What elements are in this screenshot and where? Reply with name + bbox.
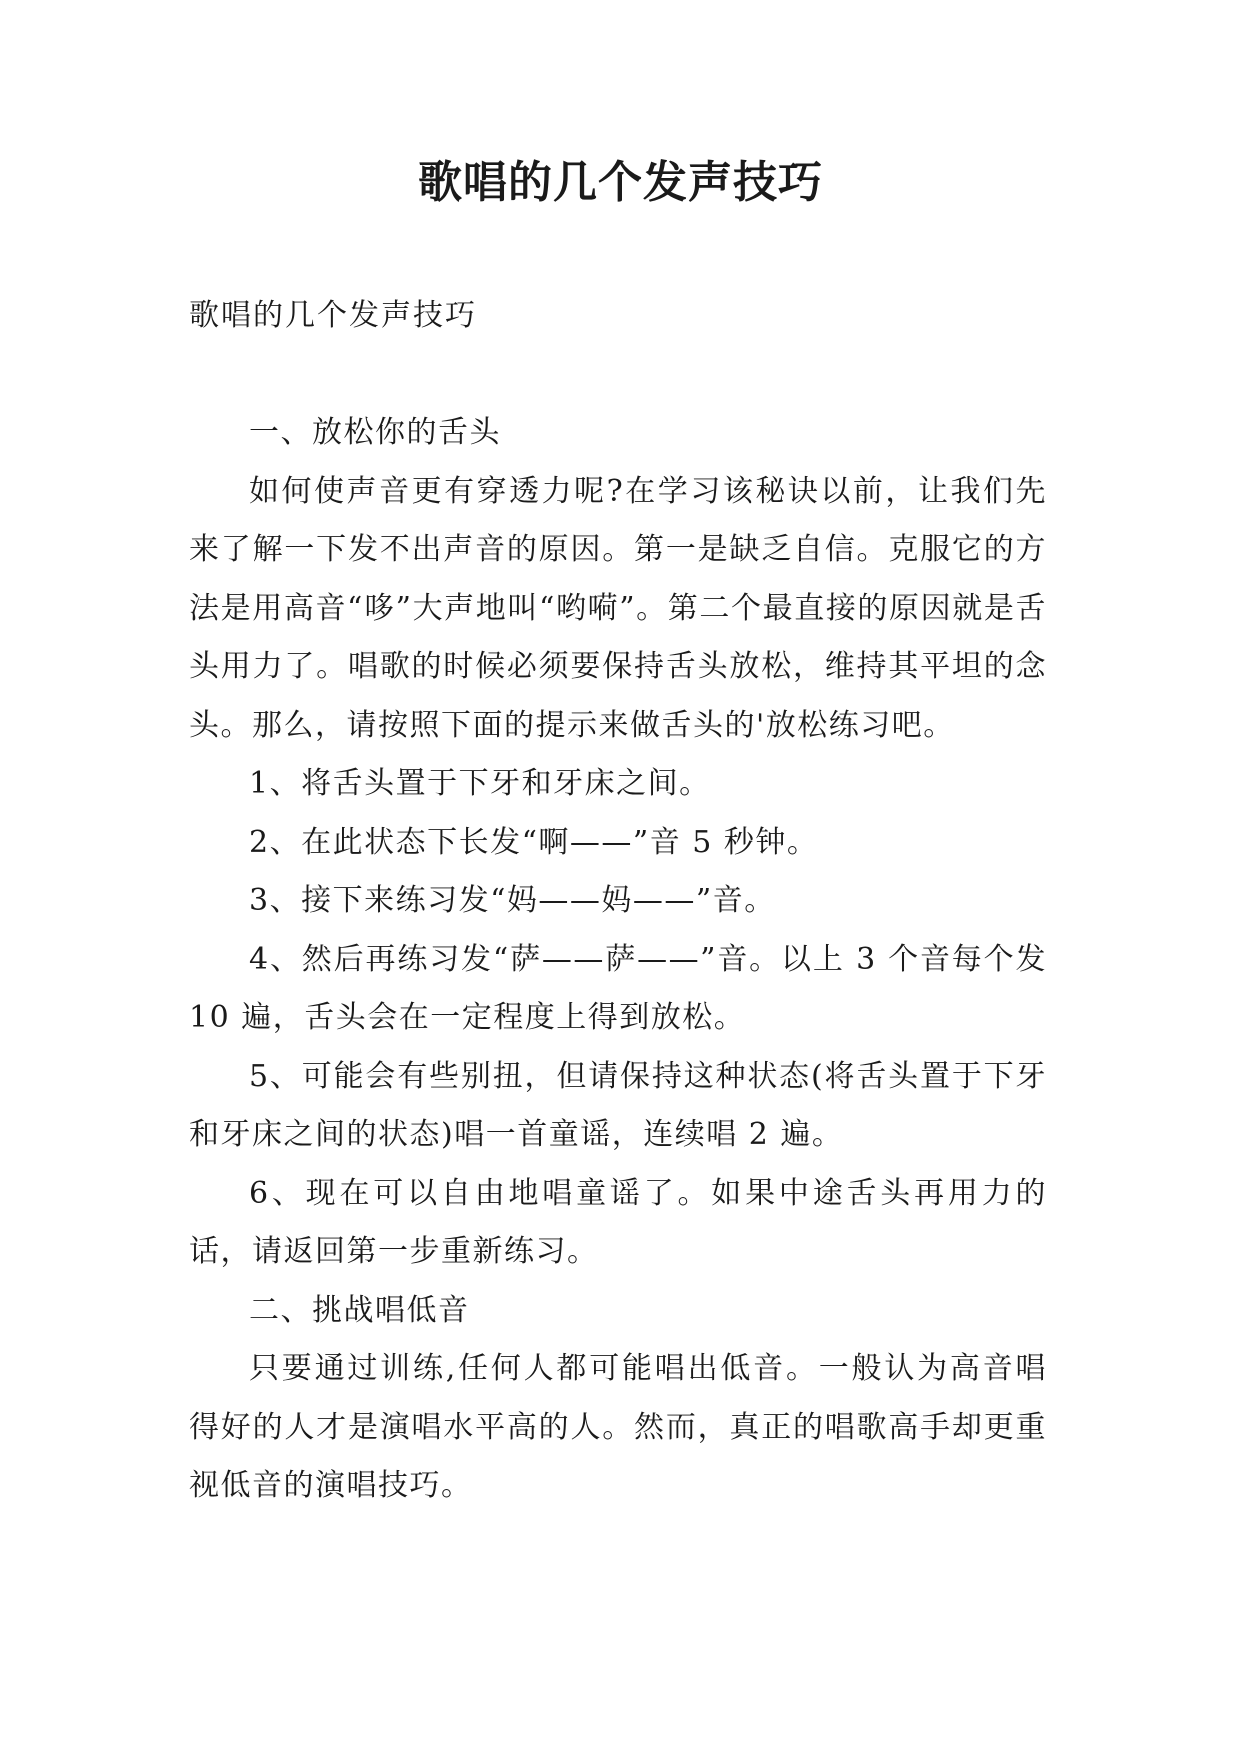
document-title: 歌唱的几个发声技巧 <box>418 157 823 208</box>
step-5: 5、可能会有些别扭，但请保持这种状态(将舌头置于下牙和牙床之间的状态)唱一首童谣，连续唱 2 遍。 <box>189 1058 1047 1152</box>
step-2: 2、在此状态下长发“啊——”音 5 秒钟。 <box>249 824 819 860</box>
step-1: 1、将舌头置于下牙和牙床之间。 <box>249 766 711 801</box>
document-subtitle: 歌唱的几个发声技巧 <box>189 298 477 333</box>
step-4: 4、然后再练习发“萨——萨——”音。以上 3 个音每个发 10 遍，舌头会在一定程度上得到放松。 <box>189 941 1047 1035</box>
paragraph-low-notes: 只要通过训练,任何人都可能唱出低音。一般认为高音唱得好的人才是演唱水平高的人。然而，真正的唱歌高手却更重视低音的演唱技巧。 <box>189 1351 1047 1503</box>
section-heading-2: 二、挑战唱低音 <box>249 1292 470 1328</box>
section-heading-1: 一、放松你的舌头 <box>249 415 501 450</box>
document-body <box>189 404 1047 1516</box>
paragraph-intro: 如何使声音更有穿透力呢?在学习该秘诀以前，让我们先来了解一下发不出声音的原因。第一是缺乏自信。克服它的方法是用高音“哆”大声地叫“哟嗬”。第二个最直接的原因就是舌头用力了。唱歌的时候必须要保持舌头放松，维持其平坦的念头。那么，请按照下面的提示来做舌头的'放松练习吧。 <box>189 473 1047 743</box>
step-3: 3、接下来练习发“妈——妈——”音。 <box>249 883 776 918</box>
step-6: 6、现在可以自由地唱童谣了。如果中途舌头再用力的话，请返回第一步重新练习。 <box>189 1175 1047 1269</box>
